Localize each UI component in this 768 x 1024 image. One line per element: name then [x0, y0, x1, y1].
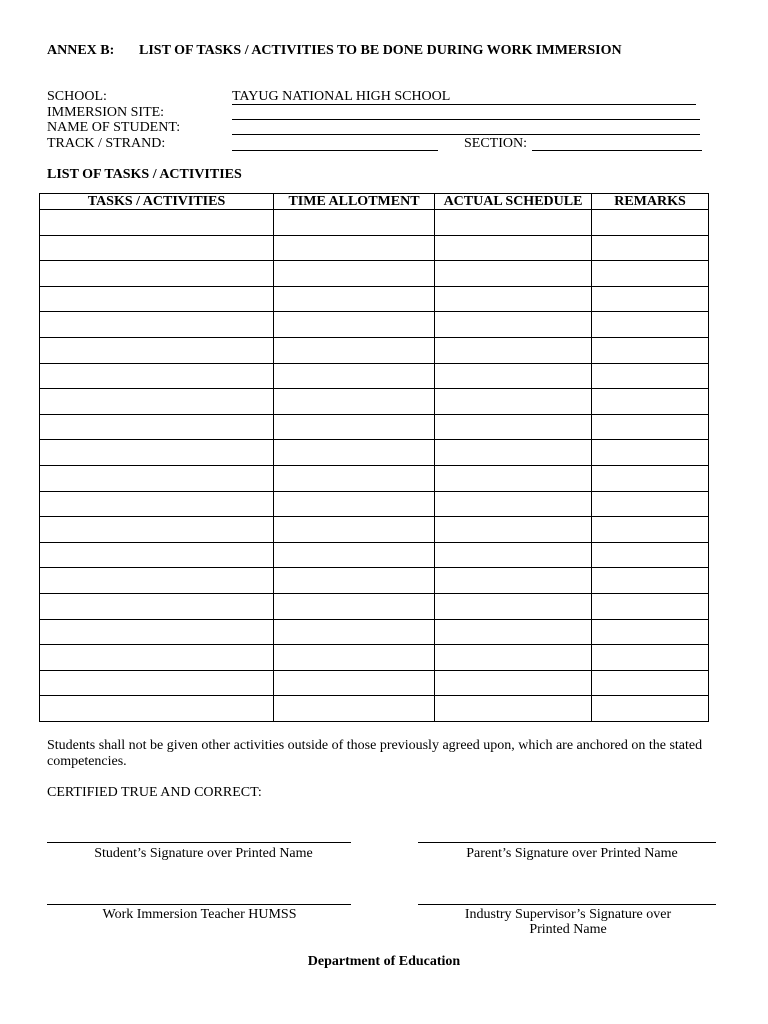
- cell-time-allotment[interactable]: [274, 286, 435, 312]
- cell-actual-schedule[interactable]: [435, 235, 592, 261]
- cell-time-allotment[interactable]: [274, 312, 435, 338]
- table-header-row: [40, 194, 709, 210]
- cell-task[interactable]: [40, 389, 274, 415]
- cell-actual-schedule[interactable]: [435, 210, 592, 236]
- cell-actual-schedule[interactable]: [435, 645, 592, 671]
- cell-task[interactable]: [40, 235, 274, 261]
- table-row: [40, 414, 709, 440]
- cell-task[interactable]: [40, 542, 274, 568]
- cell-time-allotment[interactable]: [274, 261, 435, 287]
- cell-task[interactable]: [40, 210, 274, 236]
- cell-remarks[interactable]: [592, 440, 709, 466]
- cell-remarks[interactable]: [592, 312, 709, 338]
- cell-remarks[interactable]: [592, 696, 709, 722]
- cell-time-allotment[interactable]: [274, 414, 435, 440]
- cell-task[interactable]: [40, 645, 274, 671]
- table-row: [40, 491, 709, 517]
- cell-remarks[interactable]: [592, 542, 709, 568]
- list-title: LIST OF TASKS / ACTIVITIES: [47, 167, 242, 182]
- cell-remarks[interactable]: [592, 210, 709, 236]
- table-row: [40, 210, 709, 236]
- cell-remarks[interactable]: [592, 261, 709, 287]
- table-row: [40, 568, 709, 594]
- cell-time-allotment[interactable]: [274, 619, 435, 645]
- annex-label: ANNEX B:: [47, 43, 115, 58]
- table-row: [40, 645, 709, 671]
- cell-task[interactable]: [40, 491, 274, 517]
- cell-remarks[interactable]: [592, 363, 709, 389]
- tasks-table: [39, 193, 709, 722]
- table-row: [40, 286, 709, 312]
- table-row: [40, 261, 709, 287]
- track-strand-field[interactable]: [232, 150, 438, 151]
- cell-task[interactable]: [40, 337, 274, 363]
- cell-actual-schedule[interactable]: [435, 465, 592, 491]
- column-header-tasks: TASKS / ACTIVITIES: [40, 194, 274, 210]
- column-header-actual-schedule: ACTUAL SCHEDULE: [435, 194, 592, 210]
- cell-actual-schedule[interactable]: [435, 337, 592, 363]
- cell-remarks[interactable]: [592, 491, 709, 517]
- cell-time-allotment[interactable]: [274, 210, 435, 236]
- table-row: [40, 440, 709, 466]
- footer-department: Department of Education: [307, 954, 461, 969]
- student-name-field[interactable]: [232, 134, 700, 135]
- table-row: [40, 619, 709, 645]
- cell-remarks[interactable]: [592, 235, 709, 261]
- cell-actual-schedule[interactable]: [435, 261, 592, 287]
- table-row: [40, 517, 709, 543]
- cell-task[interactable]: [40, 465, 274, 491]
- supervisor-signature-line[interactable]: [418, 904, 716, 905]
- cell-time-allotment[interactable]: [274, 517, 435, 543]
- form-title: LIST OF TASKS / ACTIVITIES TO BE DONE DURING WORK IMMERSION: [139, 43, 622, 58]
- certified-label: CERTIFIED TRUE AND CORRECT:: [47, 785, 262, 800]
- cell-task[interactable]: [40, 414, 274, 440]
- cell-time-allotment[interactable]: [274, 440, 435, 466]
- cell-actual-schedule[interactable]: [435, 696, 592, 722]
- cell-time-allotment[interactable]: [274, 670, 435, 696]
- student-signature-label: Student’s Signature over Printed Name: [94, 846, 313, 861]
- cell-actual-schedule[interactable]: [435, 568, 592, 594]
- supervisor-signature-label: [418, 907, 718, 937]
- cell-actual-schedule[interactable]: [435, 363, 592, 389]
- cell-time-allotment[interactable]: [274, 363, 435, 389]
- cell-remarks[interactable]: [592, 465, 709, 491]
- cell-time-allotment[interactable]: [274, 593, 435, 619]
- cell-remarks[interactable]: [592, 619, 709, 645]
- column-header-remarks: REMARKS: [592, 194, 709, 210]
- cell-task[interactable]: [40, 619, 274, 645]
- cell-remarks[interactable]: [592, 337, 709, 363]
- cell-time-allotment[interactable]: [274, 542, 435, 568]
- cell-actual-schedule[interactable]: [435, 389, 592, 415]
- cell-actual-schedule[interactable]: [435, 414, 592, 440]
- column-header-time-allotment: TIME ALLOTMENT: [274, 194, 435, 210]
- table-row: [40, 542, 709, 568]
- cell-actual-schedule[interactable]: [435, 491, 592, 517]
- cell-actual-schedule[interactable]: [435, 670, 592, 696]
- cell-task[interactable]: [40, 517, 274, 543]
- student-name-label: NAME OF STUDENT:: [47, 120, 181, 135]
- cell-time-allotment[interactable]: [274, 235, 435, 261]
- cell-time-allotment[interactable]: [274, 696, 435, 722]
- cell-task[interactable]: [40, 696, 274, 722]
- table-row: [40, 389, 709, 415]
- cell-actual-schedule[interactable]: [435, 312, 592, 338]
- immersion-site-label: IMMERSION SITE:: [47, 105, 165, 120]
- cell-time-allotment[interactable]: [274, 389, 435, 415]
- cell-time-allotment[interactable]: [274, 465, 435, 491]
- cell-actual-schedule[interactable]: [435, 440, 592, 466]
- cell-task[interactable]: [40, 286, 274, 312]
- cell-task[interactable]: [40, 363, 274, 389]
- supervisor-signature-label-line2: Printed Name: [529, 922, 607, 937]
- cell-remarks[interactable]: [592, 568, 709, 594]
- cell-actual-schedule[interactable]: [435, 619, 592, 645]
- table-row: [40, 312, 709, 338]
- teacher-signature-line[interactable]: [47, 904, 351, 905]
- parent-signature-line[interactable]: [418, 842, 716, 843]
- section-label: SECTION:: [464, 136, 527, 151]
- cell-task[interactable]: [40, 261, 274, 287]
- cell-time-allotment[interactable]: [274, 337, 435, 363]
- cell-actual-schedule[interactable]: [435, 286, 592, 312]
- cell-task[interactable]: [40, 568, 274, 594]
- school-field-line[interactable]: [232, 104, 696, 105]
- teacher-signature-label: Work Immersion Teacher HUMSS: [102, 907, 297, 922]
- cell-remarks[interactable]: [592, 414, 709, 440]
- table-row: [40, 465, 709, 491]
- cell-remarks[interactable]: [592, 389, 709, 415]
- cell-actual-schedule[interactable]: [435, 517, 592, 543]
- cell-task[interactable]: [40, 312, 274, 338]
- cell-remarks[interactable]: [592, 517, 709, 543]
- school-value: TAYUG NATIONAL HIGH SCHOOL: [232, 89, 451, 104]
- cell-time-allotment[interactable]: [274, 568, 435, 594]
- cell-task[interactable]: [40, 440, 274, 466]
- table-row: [40, 593, 709, 619]
- cell-remarks[interactable]: [592, 593, 709, 619]
- table-row: [40, 363, 709, 389]
- table-row: [40, 696, 709, 722]
- table-row: [40, 235, 709, 261]
- agreement-note: Students shall not be given other activities outside of those previously agreed upon, which are anchored on the stated competencies.: [47, 738, 703, 769]
- cell-remarks[interactable]: [592, 670, 709, 696]
- table-row: [40, 670, 709, 696]
- section-field[interactable]: [532, 150, 702, 151]
- student-signature-line[interactable]: [47, 842, 351, 843]
- supervisor-signature-label-line1: Industry Supervisor’s Signature over: [464, 907, 672, 922]
- cell-remarks[interactable]: [592, 286, 709, 312]
- cell-time-allotment[interactable]: [274, 645, 435, 671]
- form-heading: [47, 43, 747, 59]
- cell-remarks[interactable]: [592, 645, 709, 671]
- track-strand-label: TRACK / STRAND:: [47, 136, 166, 151]
- table-row: [40, 337, 709, 363]
- school-label: SCHOOL:: [47, 89, 107, 104]
- cell-task[interactable]: [40, 670, 274, 696]
- cell-actual-schedule[interactable]: [435, 593, 592, 619]
- immersion-site-field[interactable]: [232, 119, 700, 120]
- cell-actual-schedule[interactable]: [435, 542, 592, 568]
- cell-task[interactable]: [40, 593, 274, 619]
- parent-signature-label: Parent’s Signature over Printed Name: [466, 846, 678, 861]
- cell-time-allotment[interactable]: [274, 491, 435, 517]
